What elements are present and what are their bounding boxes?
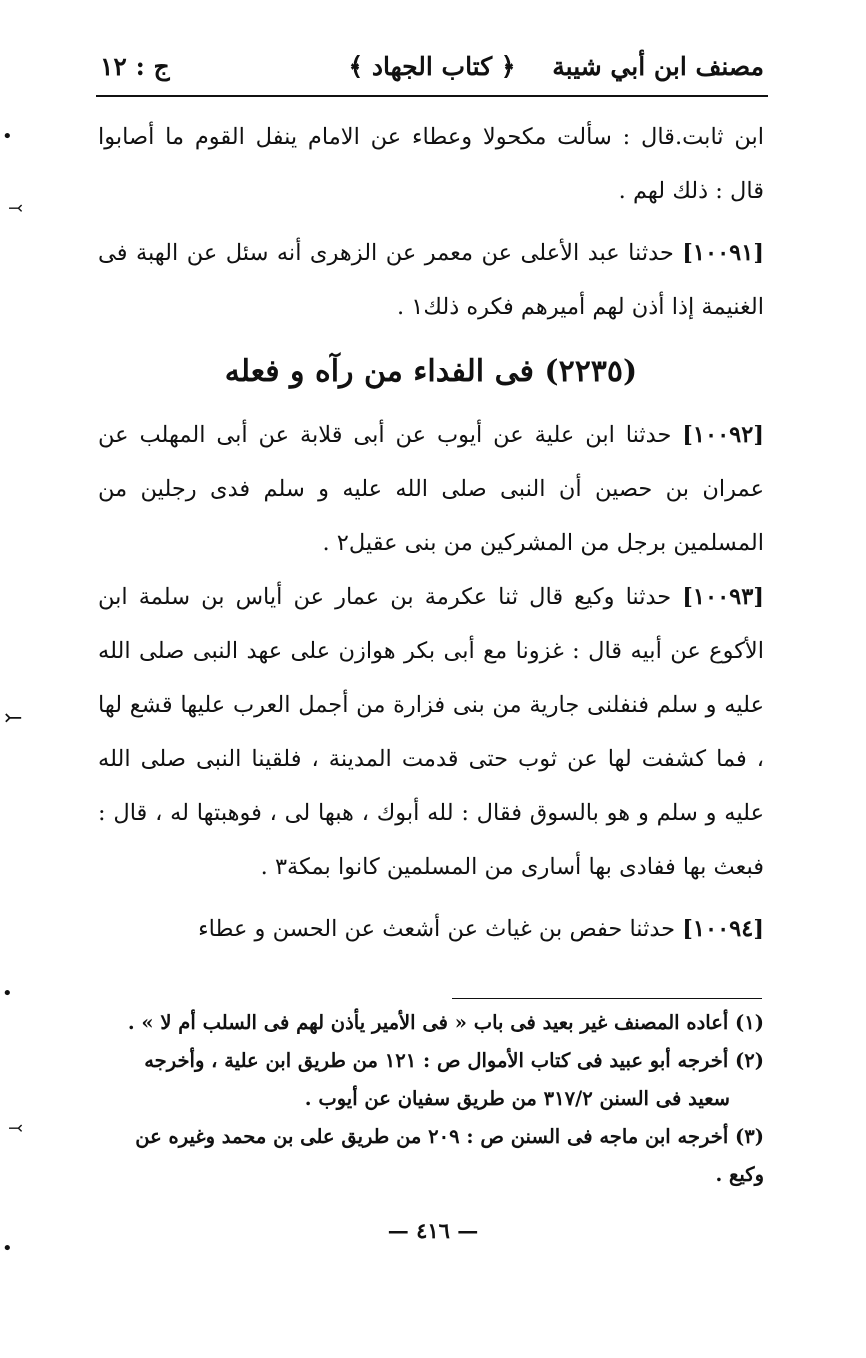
margin-dot-mark: • — [2, 1238, 13, 1259]
header-rule — [96, 95, 768, 97]
margin-dot-mark: • — [2, 126, 13, 147]
paragraph-text: حدثنا ابن علية عن أيوب عن أبى قلابة عن أبى المهلب عن عمران بن حصين أن النبى صلى الله عليه و سلم فدى رجلين من المسلمين برجل من المشركين من بنى عقيل٢ . — [98, 422, 764, 556]
footnotes — [100, 1004, 764, 1194]
footnote-2-continuation: سعيد فى السنن ٣١٧/٢ من طريق سفيان عن أيوب . — [304, 1087, 730, 1110]
paragraph-text: ابن ثابت.قال : سألت مكحولا وعطاء عن الامام ينفل القوم ما أصابوا قال : ذلك لهم . — [98, 124, 764, 204]
hadith-number: [١٠٠٩٢] — [682, 422, 764, 448]
paragraph-text: حدثنا حفص بن غياث عن أشعث عن الحسن و عطاء — [198, 916, 683, 942]
chapter-title: ﴿ كتاب الجهاد ﴾ — [348, 52, 516, 81]
margin-tick-mark: ⤚ — [4, 706, 23, 731]
footnote-rule — [452, 998, 762, 999]
hadith-10092 — [98, 408, 764, 570]
hadith-10094 — [98, 902, 764, 956]
main-text — [98, 110, 764, 956]
hadith-10091 — [98, 226, 764, 334]
margin-tick-mark: ⤙ — [8, 1118, 24, 1139]
paragraph-continuation — [98, 110, 764, 218]
footnote-3: (٣) أخرجه ابن ماجه فى السنن ص : ٢٠٩ من طريق على بن محمد وغيره عن وكيع . — [135, 1125, 764, 1186]
margin-dot-mark: • — [2, 983, 13, 1004]
book-title: مصنف ابن أبي شيبة — [552, 52, 764, 81]
footnote-2: (٢) أخرجه أبو عبيد فى كتاب الأموال ص : ١٢١ من طريق ابن علية ، وأخرجه — [144, 1049, 764, 1072]
footnote-1: (١) أعاده المصنف غير بعيد فى باب « فى الأمير يأذن لهم فى السلب أم لا » . — [127, 1011, 764, 1034]
section-heading: (٢٢٣٥) فى الفداء من رآه و فعله — [224, 354, 638, 389]
page-number: — ٤١٦ — — [387, 1218, 479, 1243]
paragraph-text: حدثنا عبد الأعلى عن معمر عن الزهرى أنه سئل عن الهبة فى الغنيمة إذا أذن لهم أميرهم فكره ذلك١ . — [98, 240, 764, 320]
volume-number: ج : ١٢ — [100, 52, 170, 81]
hadith-10093 — [98, 570, 764, 894]
paragraph-text: حدثنا وكيع قال ثنا عكرمة بن عمار عن أياس بن سلمة ابن الأكوع عن أبيه قال : غزونا مع أبى بكر هوازن على عهد النبى صلى الله عليه و سلم فنفلنى جارية من بنى فزارة من أجمل العرب عليها قشع لها ، فما كشفت لها عن ثوب حتى قدمت المدينة ، فلقينا النبى صلى الله عليه و سلم و هو بالسوق فقال : لله أبوك ، هبها لى ، فوهبتها له ، قال : فبعث بها ففادى بها أسارى من المسلمين كانوا بمكة٣ . — [98, 584, 764, 880]
hadith-number: [١٠٠٩٤] — [682, 916, 764, 942]
running-header — [96, 46, 768, 94]
hadith-number: [١٠٠٩٣] — [682, 584, 764, 610]
hadith-number: [١٠٠٩١] — [682, 240, 764, 266]
margin-tick-mark: ⤙ — [8, 198, 24, 219]
